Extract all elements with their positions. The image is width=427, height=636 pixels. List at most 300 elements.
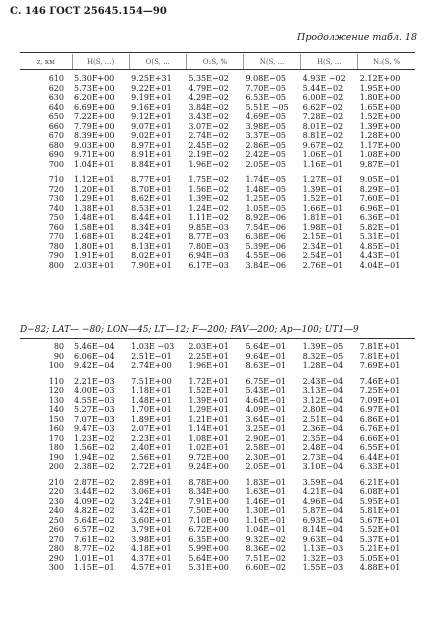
value-cell: 4.37E+01 — [131, 553, 172, 563]
value-cell: 5.35E−02 — [188, 74, 229, 83]
altitude-cell: 290 — [48, 553, 64, 563]
value-cell: 1.48E+01 — [74, 213, 115, 222]
value-cell: 2.07E+01 — [131, 424, 172, 433]
table-row — [20, 377, 415, 387]
value-cell: 2.19E−02 — [188, 150, 229, 159]
altitude-cell: 130 — [48, 395, 64, 405]
value-cell: 3.12E−04 — [302, 395, 344, 405]
value-cell: 1.01E−01 — [74, 553, 115, 563]
value-cell: 8.81E−02 — [302, 131, 344, 140]
altitude-cell: 140 — [48, 405, 64, 414]
value-cell: 1.06E−01 — [302, 150, 344, 159]
table-row — [20, 74, 415, 84]
value-cell: 5.31E+00 — [188, 563, 229, 572]
value-cell: 1.94E−02 — [74, 452, 115, 462]
value-cell: 4.55E−03 — [74, 395, 115, 405]
value-cell: 1.75E−02 — [188, 175, 229, 184]
altitude-cell: 270 — [48, 534, 64, 544]
value-cell: 3.07E−02 — [188, 121, 229, 131]
value-cell: 7.69E+01 — [359, 361, 401, 370]
table-row — [20, 506, 415, 516]
value-cell: 7.61E−02 — [74, 534, 115, 544]
altitude-cell: 210 — [48, 477, 64, 487]
value-cell: 2.03E+01 — [188, 342, 229, 351]
value-cell: 4.00E−03 — [74, 386, 115, 395]
table-row — [20, 342, 415, 352]
value-cell: 7.54E−06 — [245, 222, 287, 232]
value-cell: 2.03E+01 — [74, 260, 115, 270]
value-cell: 6.53E−05 — [245, 93, 287, 102]
value-cell: 1.55E−03 — [302, 563, 344, 572]
value-cell: 1.83E−01 — [245, 477, 287, 487]
value-cell: 2.87E−02 — [74, 477, 115, 487]
value-cell: 6.76E+01 — [359, 424, 401, 433]
value-cell: 4.57E+01 — [131, 563, 172, 572]
value-cell: 3.44E−02 — [74, 487, 115, 496]
altitude-cell: 790 — [48, 251, 64, 260]
value-cell: 9.08E−05 — [245, 74, 287, 83]
value-cell: 7.25E+01 — [359, 386, 401, 395]
data-table-lower — [20, 342, 415, 573]
table-row — [20, 563, 415, 573]
value-cell: 2.25E+01 — [188, 351, 229, 361]
value-cell: 9.03E+00 — [74, 140, 115, 150]
value-cell: 5.82E−01 — [359, 222, 401, 232]
value-cell: 4.55E−06 — [245, 251, 287, 260]
value-cell: 2.42E−05 — [245, 150, 287, 159]
value-cell: 6.75E−01 — [245, 376, 287, 386]
table-row — [20, 103, 415, 113]
value-cell: 9.22E+01 — [131, 83, 172, 93]
value-cell: 1.14E+01 — [188, 424, 229, 433]
table-row — [20, 386, 415, 396]
value-cell: 2.35E−04 — [302, 433, 344, 443]
value-cell: 5.44E−02 — [302, 83, 344, 93]
col-header-o2: O₂S, % — [186, 54, 243, 70]
value-cell: 5.64E−02 — [74, 515, 115, 525]
value-cell: 9.05E−01 — [359, 175, 401, 184]
value-cell: 4.96E−04 — [302, 496, 344, 506]
value-cell: 9.87E−01 — [359, 159, 401, 169]
value-cell: 7.46E+01 — [359, 376, 401, 386]
value-cell: 2.89E+01 — [131, 477, 172, 487]
value-cell: 1.29E+01 — [74, 194, 115, 203]
value-cell: 6.00E−02 — [302, 93, 344, 102]
table-row — [20, 554, 415, 564]
value-cell: 7.50E+00 — [188, 506, 229, 515]
altitude-cell: 250 — [48, 515, 64, 525]
header-bottom-rule — [20, 69, 415, 70]
value-cell: 1.68E+01 — [74, 232, 115, 241]
table-row — [20, 141, 415, 151]
altitude-cell: 720 — [48, 184, 64, 194]
value-cell: 5.67E+01 — [359, 515, 401, 525]
value-cell: 6.72E+00 — [188, 525, 229, 534]
value-cell: 5.87E−04 — [302, 506, 344, 515]
altitude-cell: 640 — [48, 102, 64, 112]
value-cell: 5.95E+01 — [359, 496, 401, 506]
value-cell: 7.28E−02 — [302, 112, 344, 121]
midline-rule — [20, 338, 415, 339]
value-cell: 5.30F+00 — [74, 74, 115, 83]
value-cell: 1.96E+01 — [188, 361, 229, 370]
value-cell: 6.17E−03 — [188, 260, 229, 270]
value-cell: 1.30E−01 — [245, 506, 287, 515]
table-row — [20, 478, 415, 488]
value-cell: 1.81E−01 — [302, 213, 344, 222]
value-cell: 1.66E−01 — [302, 203, 344, 213]
altitude-cell: 670 — [48, 131, 64, 140]
value-cell: 1.39E+01 — [188, 395, 229, 405]
value-cell: 9.71E+00 — [74, 150, 115, 159]
value-cell: 1.04E−01 — [245, 525, 287, 534]
value-cell: 5.27E−03 — [74, 405, 115, 414]
value-cell: 1.05E−05 — [245, 203, 287, 213]
value-cell: 7.09E+01 — [359, 395, 401, 405]
value-cell: 6.20E+00 — [74, 93, 115, 102]
value-cell: 1.16E−01 — [245, 515, 287, 525]
value-cell: 3.37E−05 — [245, 131, 287, 140]
value-cell: 1.72E+01 — [188, 376, 229, 386]
table-row — [20, 415, 415, 425]
value-cell: 3.60E+01 — [131, 515, 172, 525]
value-cell: 9.12E+01 — [131, 112, 172, 121]
value-cell: 3.64E−01 — [245, 414, 287, 424]
table-row — [20, 261, 415, 271]
col-header-n2: N₂(S, % — [358, 54, 415, 70]
table-row — [20, 443, 415, 453]
value-cell: 3.98E−05 — [245, 121, 287, 131]
value-cell: 4.79E−02 — [188, 83, 229, 93]
value-cell: 3.13E−04 — [302, 386, 344, 395]
value-cell: 8.34E+00 — [188, 487, 229, 496]
value-cell: 6.97E+01 — [359, 405, 401, 414]
value-cell: 1.24E−02 — [188, 203, 229, 213]
table-row — [20, 535, 415, 545]
table-row — [20, 525, 415, 535]
altitude-cell: 660 — [48, 121, 64, 131]
value-cell: 2.38E−02 — [74, 462, 115, 471]
value-cell: 6.94E−03 — [188, 251, 229, 260]
value-cell: 4.04E−01 — [359, 260, 401, 270]
value-cell: 1.28E+00 — [359, 131, 401, 140]
value-cell: 8.14E−04 — [302, 525, 344, 534]
value-cell: 5.52E+01 — [359, 525, 401, 534]
table-row — [20, 93, 415, 103]
table-row — [20, 194, 415, 204]
altitude-cell: 770 — [48, 232, 64, 241]
value-cell: 2.15E−01 — [302, 232, 344, 241]
data-table-upper — [20, 74, 415, 270]
value-cell: 1.38E+01 — [74, 203, 115, 213]
altitude-cell: 700 — [48, 159, 64, 169]
table-row — [20, 434, 415, 444]
altitude-cell: 630 — [48, 93, 64, 102]
value-cell: 9.85E−03 — [188, 222, 229, 232]
value-cell: 8.92E−06 — [245, 213, 287, 222]
table-row — [20, 462, 415, 472]
value-cell: 2.30E−01 — [245, 452, 287, 462]
value-cell: 6.38E−06 — [245, 232, 287, 241]
value-cell: 6.66E+01 — [359, 433, 401, 443]
value-cell: 1.65E+00 — [359, 102, 401, 112]
value-cell: 9.47E−03 — [74, 424, 115, 433]
value-cell: 2.21E−03 — [74, 376, 115, 386]
table-row — [20, 487, 415, 497]
value-cell: 2.86E−05 — [245, 140, 287, 150]
value-cell: 8.01E−02 — [302, 121, 344, 131]
value-cell: 1.11E−02 — [188, 213, 229, 222]
value-cell: 9.19E+01 — [131, 93, 172, 102]
value-cell: 3.79E+01 — [131, 525, 172, 534]
value-cell: 1.39E+00 — [359, 121, 401, 131]
altitude-cell: 760 — [48, 222, 64, 232]
value-cell: 1.08E+00 — [359, 150, 401, 159]
table-continuation-title: Продолжение табл. 18 — [297, 32, 417, 43]
value-cell: 1.32E−03 — [302, 553, 344, 563]
altitude-cell: 680 — [48, 140, 64, 150]
value-cell: 5.46E−04 — [74, 342, 115, 351]
table-row — [20, 175, 415, 185]
value-cell: 1.03E −03 — [131, 342, 175, 351]
value-cell: 3.24E+01 — [131, 496, 172, 506]
value-cell: 5.51E −05 — [245, 102, 289, 112]
table-row — [20, 204, 415, 214]
value-cell: 6.96E−01 — [359, 203, 401, 213]
value-cell: 4.64E−01 — [245, 395, 287, 405]
value-cell: 1.21E+01 — [188, 414, 229, 424]
value-cell: 1.95E+00 — [359, 83, 401, 93]
value-cell: 1.89E+01 — [131, 414, 172, 424]
altitude-cell: 110 — [48, 376, 64, 386]
value-cell: 6.36E−01 — [359, 213, 401, 222]
altitude-cell: 80 — [53, 342, 64, 351]
col-header-z: z, км — [36, 58, 55, 66]
value-cell: 5.99E+00 — [188, 544, 229, 553]
value-cell: 7.60E−01 — [359, 194, 401, 203]
value-cell: 9.16E+01 — [131, 102, 172, 112]
table-row — [20, 352, 415, 362]
value-cell: 9.67E−02 — [302, 140, 344, 150]
altitude-cell: 650 — [48, 112, 64, 121]
altitude-cell: 800 — [48, 260, 64, 270]
value-cell: 8.02E+01 — [131, 251, 172, 260]
table-row — [20, 112, 415, 122]
value-cell: 4.29E−02 — [188, 93, 229, 102]
value-cell: 1.39E−01 — [302, 184, 344, 194]
altitude-cell: 100 — [48, 361, 64, 370]
table-row — [20, 150, 415, 160]
value-cell: 8.77E−02 — [74, 544, 115, 553]
table-row — [20, 122, 415, 132]
table-row — [20, 232, 415, 242]
column-header-row — [20, 54, 415, 70]
value-cell: 6.44E+01 — [359, 452, 401, 462]
table-row — [20, 251, 415, 261]
table-row — [20, 424, 415, 434]
value-cell: 1.28E−04 — [302, 361, 344, 370]
value-cell: 1.29E+01 — [188, 405, 229, 414]
altitude-cell: 240 — [48, 506, 64, 515]
value-cell: 2.54E−01 — [302, 251, 344, 260]
value-cell: 1.27E−01 — [302, 175, 344, 184]
value-cell: 7.79E+00 — [74, 121, 115, 131]
value-cell: 3.06E+01 — [131, 487, 172, 496]
value-cell: 8.36E−02 — [245, 544, 287, 553]
value-cell: 1.25E−05 — [245, 194, 287, 203]
parameter-line: D−82; LAT— −80; LON—45; LT—12; F—200; FAV—200; Ap—100; UT1—9 — [20, 325, 359, 335]
value-cell: 2.34E−01 — [302, 241, 344, 251]
value-cell: 5.64E+00 — [188, 553, 229, 563]
altitude-cell: 280 — [48, 544, 64, 553]
value-cell: 9.25E+31 — [131, 74, 172, 83]
value-cell: 3.10E−04 — [302, 462, 344, 471]
value-cell: 2.76E−01 — [302, 260, 344, 270]
value-cell: 2.74E+00 — [131, 361, 172, 370]
value-cell: 5.37E+01 — [359, 534, 401, 544]
value-cell: 3.43E−02 — [188, 112, 229, 121]
value-cell: 5.64E−01 — [245, 342, 287, 351]
value-cell: 1.20E+01 — [74, 184, 115, 194]
value-cell: 3.25E−01 — [245, 424, 287, 433]
value-cell: 2.51E−01 — [131, 351, 172, 361]
value-cell: 2.90E−01 — [245, 433, 287, 443]
value-cell: 4.09E−02 — [74, 496, 115, 506]
value-cell: 5.73E+00 — [74, 83, 115, 93]
value-cell: 3.84E−02 — [188, 102, 229, 112]
value-cell: 1.70E+01 — [131, 405, 172, 414]
value-cell: 2.48E−04 — [302, 443, 344, 452]
value-cell: 2.51E−04 — [302, 414, 344, 424]
value-cell: 7.91E+00 — [188, 496, 229, 506]
value-cell: 6.93E−04 — [302, 515, 344, 525]
value-cell: 1.96E−02 — [188, 159, 229, 169]
value-cell: 2.36E−04 — [302, 424, 344, 433]
value-cell: 8.70E+01 — [131, 184, 172, 194]
table-row — [20, 516, 415, 526]
value-cell: 2.43E−04 — [302, 376, 344, 386]
header-top-rule — [20, 52, 415, 53]
table-row — [20, 497, 415, 507]
value-cell: 8.24E+01 — [131, 232, 172, 241]
value-cell: 2.56E+01 — [131, 452, 172, 462]
altitude-cell: 780 — [48, 241, 64, 251]
col-header-h: Н(S, ...) — [72, 54, 129, 70]
value-cell: 2.05E−05 — [245, 159, 287, 169]
value-cell: 2.74E−02 — [188, 131, 229, 140]
altitude-cell: 180 — [48, 443, 64, 452]
value-cell: 9.64E−01 — [245, 351, 287, 361]
value-cell: 8.39E+00 — [74, 131, 115, 140]
value-cell: 4.93E −02 — [302, 74, 346, 83]
value-cell: 1.18E+01 — [131, 386, 172, 395]
col-header-o: O(S, ... — [129, 54, 186, 70]
value-cell: 2.12E+00 — [359, 74, 401, 83]
table-row — [20, 84, 415, 94]
value-cell: 8.62E+01 — [131, 194, 172, 203]
value-cell: 6.69E+00 — [74, 102, 115, 112]
table-row — [20, 361, 415, 371]
value-cell: 1.74E−05 — [245, 175, 287, 184]
value-cell: 8.97E+01 — [131, 140, 172, 150]
value-cell: 9.72E+00 — [188, 452, 229, 462]
altitude-cell: 150 — [48, 414, 64, 424]
value-cell: 2.58E−01 — [245, 443, 287, 452]
value-cell: 1.80E+00 — [359, 93, 401, 102]
value-cell: 1.52E+01 — [188, 386, 229, 395]
value-cell: 1.48E−05 — [245, 184, 287, 194]
value-cell: 3.42E+01 — [131, 506, 172, 515]
value-cell: 6.55E+01 — [359, 443, 401, 452]
value-cell: 8.32E−05 — [302, 351, 344, 361]
altitude-cell: 300 — [48, 563, 64, 572]
value-cell: 2.05E−01 — [245, 462, 287, 471]
value-cell: 2.40E+01 — [131, 443, 172, 452]
value-cell: 6.06E−04 — [74, 351, 115, 361]
value-cell: 1.91E+01 — [74, 251, 115, 260]
value-cell: 7.10E+00 — [188, 515, 229, 525]
value-cell: 4.09E−01 — [245, 405, 287, 414]
value-cell: 4.82E−02 — [74, 506, 115, 515]
value-cell: 1.13E−03 — [302, 544, 344, 553]
value-cell: 1.23E−02 — [74, 433, 115, 443]
altitude-cell: 90 — [53, 351, 64, 361]
table-row — [20, 223, 415, 233]
value-cell: 4.21E−04 — [302, 487, 344, 496]
value-cell: 6.08E+01 — [359, 487, 401, 496]
value-cell: 1.48E+01 — [131, 395, 172, 405]
value-cell: 7.07E−03 — [74, 414, 115, 424]
table-row — [20, 544, 415, 554]
value-cell: 3.59E−04 — [302, 477, 344, 487]
altitude-cell: 120 — [48, 386, 64, 395]
altitude-cell: 710 — [48, 175, 64, 184]
value-cell: 9.42E−04 — [74, 361, 115, 370]
altitude-cell: 200 — [48, 462, 64, 471]
value-cell: 1.08E+01 — [188, 433, 229, 443]
value-cell: 9.07E+01 — [131, 121, 172, 131]
value-cell: 8.77E−03 — [188, 232, 229, 241]
value-cell: 2.23E+01 — [131, 433, 172, 443]
value-cell: 1.17E+00 — [359, 140, 401, 150]
value-cell: 1.98E−01 — [302, 222, 344, 232]
value-cell: 5.81E+01 — [359, 506, 401, 515]
value-cell: 1.63E−01 — [245, 487, 287, 496]
altitude-cell: 740 — [48, 203, 64, 213]
altitude-cell: 610 — [48, 74, 64, 83]
value-cell: 1.56E−02 — [188, 184, 229, 194]
value-cell: 8.53E+01 — [131, 203, 172, 213]
value-cell: 6.60E−02 — [245, 563, 287, 572]
value-cell: 8.34E+01 — [131, 222, 172, 232]
value-cell: 8.84E+01 — [131, 159, 172, 169]
value-cell: 1.39E−05 — [302, 342, 344, 351]
value-cell: 7.22E+00 — [74, 112, 115, 121]
value-cell: 6.33E+01 — [359, 462, 401, 471]
altitude-cell: 620 — [48, 83, 64, 93]
value-cell: 4.88E+01 — [359, 563, 401, 572]
value-cell: 4.43E−01 — [359, 251, 401, 260]
value-cell: 5.39E−06 — [245, 241, 287, 251]
value-cell: 2.72E+01 — [131, 462, 172, 471]
value-cell: 4.18E+01 — [131, 544, 172, 553]
table-row — [20, 185, 415, 195]
altitude-cell: 220 — [48, 487, 64, 496]
value-cell: 1.12E+01 — [74, 175, 115, 184]
value-cell: 1.52E+00 — [359, 112, 401, 121]
value-cell: 4.69E−05 — [245, 112, 287, 121]
value-cell: 9.02E+01 — [131, 131, 172, 140]
